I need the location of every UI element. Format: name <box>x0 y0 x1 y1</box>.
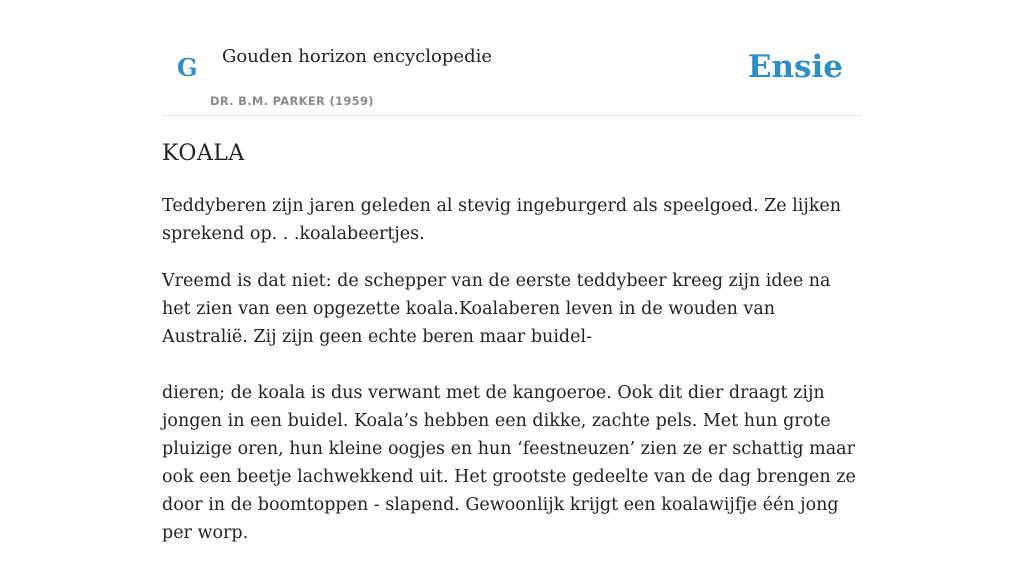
brand-logo[interactable]: Ensie <box>747 49 843 85</box>
paragraph: Teddyberen zijn jaren geleden al stevig ingeburgerd als speelgoed. Ze lijken sprekend op. . .koalabeertjes. <box>162 196 842 244</box>
encyclopedia-logo[interactable]: G <box>177 53 198 82</box>
entry-title: KOALA <box>162 141 245 166</box>
header <box>162 0 862 116</box>
book-title[interactable]: Gouden horizon encyclopedie <box>222 46 492 67</box>
author-byline: DR. B.M. PARKER (1959) <box>210 94 374 108</box>
paragraph: dieren; de koala is dus verwant met de kangoeroe. Ook dit dier draagt zijn jongen in een buidel. Koala’s hebben een dikke, zachte pels. Met hun grote pluizige oren, hun kleine oogjes en hun ‘feestneuzen’ zien ze er schattig maar ook een beetje lachwekkend uit. Het grootste gedeelte van de dag brengen ze door in de boomtoppen - slapend. Gewoonlijk krijgt een koalawijfje één jong per worp. <box>162 383 856 543</box>
entry-body <box>162 192 862 566</box>
page <box>162 0 862 543</box>
paragraph: Vreemd is dat niet: de schepper van de eerste teddybeer kreeg zijn idee na het zien van een opgezette koala.Koalaberen leven in de wouden van Australië. Zij zijn geen echte beren maar buidel- <box>162 271 831 347</box>
